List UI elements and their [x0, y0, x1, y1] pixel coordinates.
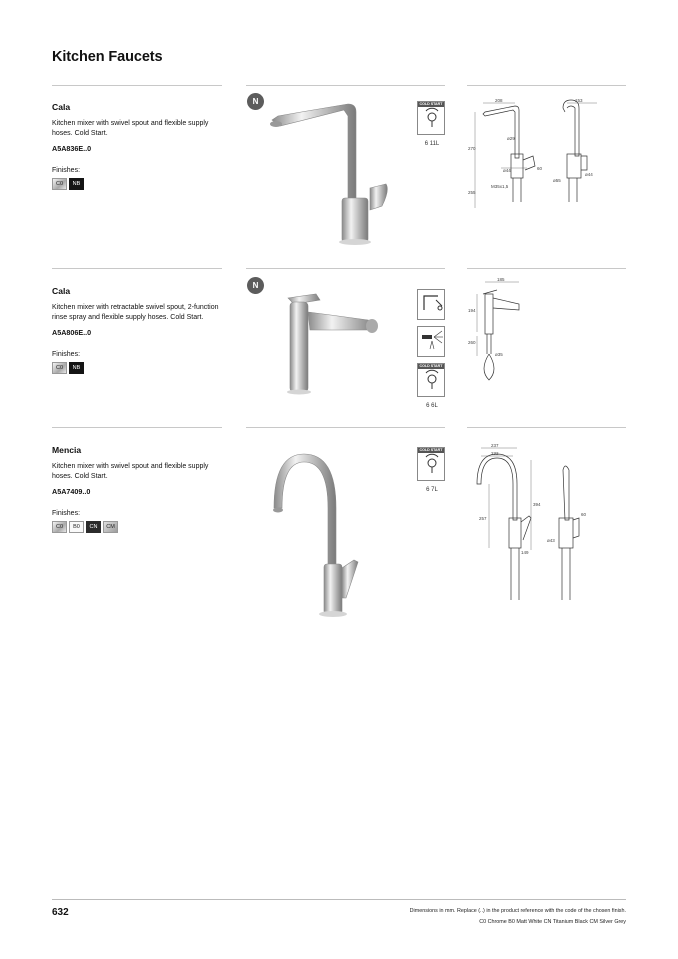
flow-rate-icon: 6 11L [424, 141, 440, 147]
dim-label: 237 [491, 443, 499, 448]
cold-start-icon: COLD START [417, 363, 445, 397]
dim-label: 60 [537, 166, 543, 171]
footer-note: Dimensions in mm. Replace (..) in the product reference with the code of the chosen finish. [409, 908, 626, 914]
section-divider [467, 427, 626, 428]
feature-icons [417, 101, 447, 147]
spray-function-icon [417, 326, 445, 357]
dim-label: ø44 [585, 172, 593, 177]
product-description: Kitchen mixer with swivel spout and flexible supply hoses. Cold Start. [52, 463, 209, 480]
product-cala-1 [52, 102, 222, 190]
finish-swatch-black: NB [69, 362, 84, 374]
dim-label: 185 [497, 277, 505, 282]
pull-out-spout-icon [417, 289, 445, 320]
product-description: Kitchen mixer with swivel spout and flexible supply hoses. Cold Start. [52, 120, 209, 137]
finish-swatches [52, 521, 222, 533]
dim-label: ø44 [503, 168, 511, 173]
finish-swatches [52, 178, 222, 190]
footer-divider [52, 899, 626, 900]
faucet-photo-cala-pullout [276, 286, 386, 396]
finish-swatch-titanium-black: CN [86, 521, 101, 533]
product-mencia [52, 445, 222, 533]
finish-swatch-white: B0 [69, 521, 84, 533]
faucet-photo-cala-swivel [262, 98, 402, 248]
dim-label: 257 [479, 516, 487, 521]
dim-label: 232 [491, 451, 499, 456]
dim-label: 394 [533, 502, 541, 507]
dim-label: 208 [495, 98, 503, 103]
finish-swatch-chrome: C0 [52, 362, 67, 374]
product-cala-2 [52, 286, 222, 374]
finish-swatches [52, 362, 222, 374]
dim-label: 255 [468, 190, 476, 195]
page-number: 632 [52, 907, 69, 918]
technical-drawing-mencia [467, 440, 627, 616]
dim-label: ø35 [495, 352, 503, 357]
feature-icons [417, 447, 447, 493]
product-description: Kitchen mixer with retractable swivel spout, 2-function rinse spray and flexible supply hoses. Cold Start. [52, 304, 219, 321]
dim-label: ø29 [507, 136, 515, 141]
cold-start-icon: COLD START [417, 101, 445, 135]
flow-rate-icon: 6 7L [426, 487, 438, 493]
section-divider [246, 85, 445, 86]
finish-swatch-silver-grey: CM [103, 521, 118, 533]
dim-label: M35x1,5 [491, 184, 509, 189]
section-divider [246, 268, 445, 269]
product-reference: A5A806E..0 [52, 328, 92, 338]
flow-rate-icon: 6 6L [426, 403, 438, 409]
section-divider [52, 427, 222, 428]
product-name: Cala [52, 102, 71, 112]
section-divider [52, 268, 222, 269]
dim-label: 194 [468, 308, 476, 313]
finishes-label: Finishes: [52, 351, 81, 359]
product-name: Mencia [52, 445, 82, 455]
dim-label: 153 [575, 98, 583, 103]
dim-label: 60 [581, 512, 587, 517]
finishes-label: Finishes: [52, 510, 81, 518]
dim-label: ø43 [547, 538, 555, 543]
cold-start-icon: COLD START [417, 447, 445, 481]
new-badge: N [247, 277, 264, 294]
dim-label: ø55 [553, 178, 561, 183]
section-divider [246, 427, 445, 428]
section-divider [467, 268, 626, 269]
finish-legend: C0 Chrome B0 Matt White CN Titanium Black CM Silver Grey [479, 919, 626, 925]
finish-swatch-chrome: C0 [52, 178, 67, 190]
new-badge: N [247, 93, 264, 110]
dim-label: 260 [468, 340, 476, 345]
technical-drawing-cala-swivel [467, 98, 627, 218]
product-name: Cala [52, 286, 71, 296]
finish-swatch-chrome: C0 [52, 521, 67, 533]
faucet-photo-mencia [270, 448, 380, 620]
page-title: Kitchen Faucets [52, 49, 163, 65]
section-divider [52, 85, 222, 86]
technical-drawing-cala-pullout [467, 276, 557, 386]
dim-label: 149 [521, 550, 529, 555]
section-divider [467, 85, 626, 86]
finish-swatch-black: NB [69, 178, 84, 190]
dim-label: 270 [468, 146, 476, 151]
product-reference: A5A836E..0 [52, 144, 92, 154]
finishes-label: Finishes: [52, 167, 81, 175]
product-reference: A5A7409..0 [52, 487, 91, 497]
feature-icons [417, 289, 447, 409]
